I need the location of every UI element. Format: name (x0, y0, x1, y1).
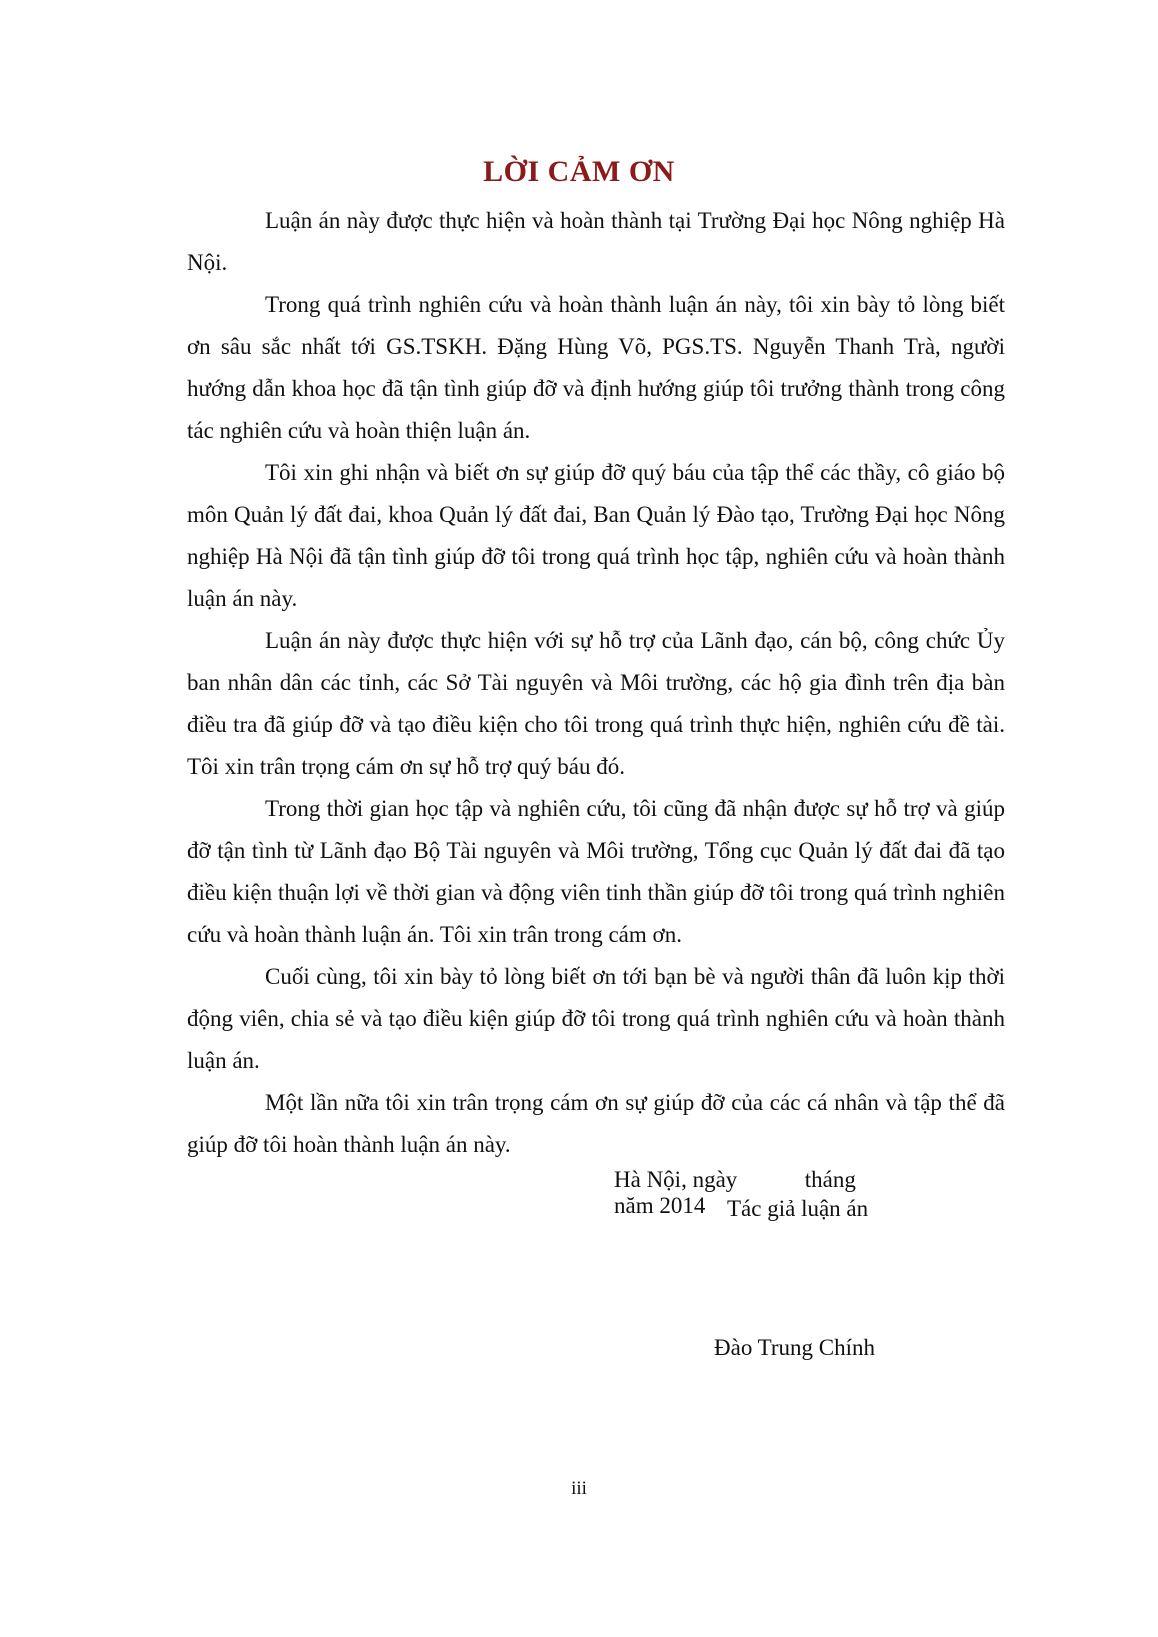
page-number: iii (571, 1478, 587, 1499)
paragraph-2: Trong quá trình nghiên cứu và hoàn thành luận án này, tôi xin bày tỏ lòng biết ơn sâu sắc nhất tới GS.TSKH. Đặng Hùng Võ, PGS.TS. Nguyễn Thanh Trà, người hướng dẫn khoa học đã tận tình giúp đỡ và định hướng giúp tôi trưởng thành trong công tác nghiên cứu và hoàn thiện luận án. (187, 292, 1005, 443)
signature-name: Đào Trung Chính (714, 1335, 876, 1360)
document-body (187, 200, 1005, 1166)
signature-year: năm 2014 (614, 1193, 706, 1218)
signature-month: tháng (804, 1167, 856, 1192)
paragraph-1: Luận án này được thực hiện và hoàn thành tại Trường Đại học Nông nghiệp Hà Nội. (187, 208, 1005, 275)
paragraph-4: Luận án này được thực hiện với sự hỗ trợ của Lãnh đạo, cán bộ, công chức Ủy ban nhân dân các tỉnh, các Sở Tài nguyên và Môi trường, các hộ gia đình trên địa bàn điều tra đã giúp đỡ và tạo điều kiện cho tôi trong quá trình thực hiện, nghiên cứu đề tài. Tôi xin trân trọng cám ơn sự hỗ trợ quý báu đó. (187, 628, 1005, 779)
signature-place-day: Hà Nội, ngày (614, 1167, 738, 1192)
page-title: LỜI CẢM ƠN (483, 155, 675, 188)
paragraph-7: Một lần nữa tôi xin trân trọng cám ơn sự giúp đỡ của các cá nhân và tập thể đã giúp đỡ tôi hoàn thành luận án này. (187, 1090, 1005, 1157)
signature-role: Tác giả luận án (727, 1196, 869, 1221)
paragraph-5: Trong thời gian học tập và nghiên cứu, tôi cũng đã nhận được sự hỗ trợ và giúp đỡ tận tình từ Lãnh đạo Bộ Tài nguyên và Môi trường, Tổng cục Quản lý đất đai đã tạo điều kiện thuận lợi về thời gian và động viên tinh thần giúp đỡ tôi trong quá trình nghiên cứu và hoàn thành luận án. Tôi xin trân trong cám ơn. (187, 796, 1005, 947)
paragraph-3: Tôi xin ghi nhận và biết ơn sự giúp đỡ quý báu của tập thể các thầy, cô giáo bộ môn Quản lý đất đai, khoa Quản lý đất đai, Ban Quản lý Đào tạo, Trường Đại học Nông nghiệp Hà Nội đã tận tình giúp đỡ tôi trong quá trình học tập, nghiên cứu và hoàn thành luận án này. (187, 460, 1005, 611)
paragraph-6: Cuối cùng, tôi xin bày tỏ lòng biết ơn tới bạn bè và người thân đã luôn kịp thời động viên, chia sẻ và tạo điều kiện giúp đỡ tôi trong quá trình nghiên cứu và hoàn thành luận án. (187, 964, 1005, 1073)
